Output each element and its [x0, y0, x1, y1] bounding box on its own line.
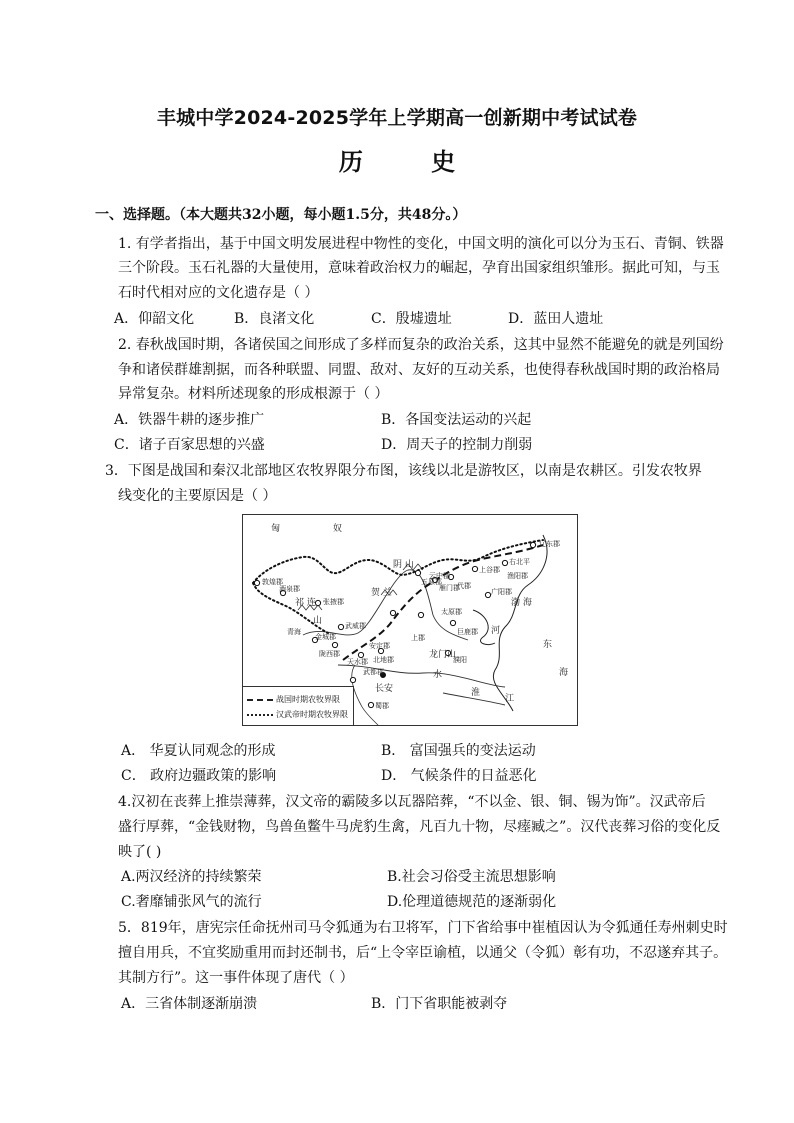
q4-option-d: D.伦理道德规范的逐渐弱化 [387, 894, 557, 910]
q2-option-c: C．诸子百家思想的兴盛 [114, 437, 265, 453]
q3-option-b: B． 富国强兵的变法运动 [381, 743, 536, 759]
map-label-qilian: 祁 连 [295, 598, 316, 608]
map-label-taiyuan: 太原郡 [441, 608, 462, 616]
q2-option-d: D．周天子的控制力削弱 [381, 437, 533, 453]
q3-option-a: A． 华夏认同观念的形成 [121, 743, 276, 759]
map-label-jincheng: 金城郡 [315, 633, 336, 641]
map-figure [242, 514, 578, 726]
q3-line-2: 线变化的主要原因是（ ） [118, 488, 277, 504]
map-label-donghai: 东 [543, 640, 553, 650]
q5-line-1: 5．819年，唐宪宗任命抚州司马令狐通为右卫将军，门下省给事中崔植因认为令狐通任寿州刺史时 [118, 920, 728, 936]
map-label-tianshui: 天水郡 [347, 658, 368, 666]
legend-han-wudi [247, 709, 348, 720]
q1-line-1: 1. 有学者指出，基于中国文明发展进程中物性的变化，中国文明的演化可以分为玉石、青铜、铁器 [118, 236, 724, 252]
map-label-changan: 长安 [375, 684, 394, 694]
map-label-qinghai: 青海 [287, 628, 301, 636]
q1-option-d: D．蓝田人遗址 [508, 311, 604, 327]
map-label-beidi: 北地郡 [373, 656, 394, 664]
q4-line-3: 映了( ) [118, 844, 162, 860]
map-label-longxi: 陇西郡 [319, 650, 340, 658]
map-label-xiongnu-1: 匈 [271, 524, 281, 534]
legend-dashed-line-icon [247, 699, 273, 701]
q3-option-d: D． 气候条件的日益恶化 [381, 768, 537, 784]
map-label-shujun: 蜀郡 [375, 702, 389, 710]
map-label-qilian-2: 山 [313, 616, 323, 626]
q1-line-2: 三个阶段。玉石礼器的大量使用，意味着政治权力的崛起，孕育出国家组织雏形。据此可知，与玉 [118, 260, 720, 276]
map-label-yuyang: 渔阳郡 [507, 572, 528, 580]
map-label-yanmen: 雁门郡 [439, 584, 460, 592]
q4-option-c: C.奢靡铺张风气的流行 [121, 894, 262, 910]
q3-line-1: 3．下图是战国和秦汉北部地区农牧界限分布图，该线以北是游牧区，以南是农耕区。引发农牧界 [105, 463, 702, 479]
map-label-bohai: 渤 海 [511, 598, 532, 608]
q4-line-2: 盛行厚葬，“金钱财物，鸟兽鱼鳖牛马虎豹生禽，凡百九十物，尽瘗臧之”。汉代丧葬习俗的变化反 [118, 819, 721, 835]
section-heading: 一、选择题。（本大题共32小题，每小题1.5分，共48分。） [95, 207, 467, 223]
map-label-shui: 水 [433, 670, 443, 680]
map-label-he: 河 [491, 626, 501, 636]
map-label-xiongnu-2: 奴 [333, 524, 343, 534]
q5-option-b: B．门下省职能被剥夺 [371, 996, 508, 1012]
map-label-zhangye: 张掖郡 [323, 598, 344, 606]
map-label-daijun: 代郡 [457, 582, 471, 590]
q4-option-a: A.两汉经济的持续繁荣 [121, 869, 262, 885]
map-label-longmen: 龙门山 [429, 650, 457, 660]
q4-option-b: B.社会习俗受主流思想影响 [387, 869, 556, 885]
map-label-shangjun: 上郡 [411, 634, 425, 642]
legend-dotted-line-icon [247, 714, 273, 716]
map-label-hai: 海 [559, 668, 569, 678]
map-label-jiuquan: 酒泉郡 [279, 585, 300, 593]
exam-title: 丰城中学2024-2025学年上学期高一创新期中考试试卷 [156, 107, 638, 129]
q4-line-1: 4.汉初在丧葬上推崇薄葬，汉文帝的霸陵多以瓦器陪葬，“不以金、银、铜、锡为饰”。汉武帝后 [118, 794, 706, 810]
map-label-youbeiping: 右北平 [509, 558, 530, 566]
map-label-liaodong: 辽东郡 [539, 540, 560, 548]
map-label-anding: 安定郡 [369, 642, 390, 650]
q1-option-c: C．殷墟遗址 [371, 311, 452, 327]
legend-warring-states [247, 694, 340, 705]
map-label-jiang: 江 [505, 694, 515, 704]
q2-line-3: 异常复杂。材料所述现象的形成根源于（ ） [118, 386, 389, 402]
map-label-guangyang: 广阳郡 [491, 588, 512, 596]
q5-line-2: 擅自用兵，不宜奖励重用而封还制书，后“上令宰臣谕植，以通父（令狐）彰有功，不忍遂弃其子。 [118, 945, 728, 961]
legend-warring-states-label: 战国时期农牧界限 [276, 695, 340, 704]
map-label-yinshan: 阴 山 [393, 560, 414, 570]
q2-line-2: 争和诸侯群雄割据，而各种联盟、同盟、敌对、友好的互动关系，也使得春秋战国时期的政治格局 [118, 362, 720, 378]
map-label-shanggu: 上谷郡 [479, 566, 500, 574]
map-label-huai: 淮 [471, 688, 481, 698]
q3-option-c: C． 政府边疆政策的影响 [121, 768, 277, 784]
q1-line-3: 石时代相对应的文化遗存是（ ） [118, 285, 319, 301]
q2-option-a: A．铁器牛耕的逐步推广 [114, 412, 265, 428]
subject-title: 历 史 [338, 148, 486, 176]
map-label-dunhuang: 敦煌郡 [262, 578, 283, 586]
map-label-julu: 巨鹿郡 [457, 628, 478, 636]
map-label-puyang: 濮阳 [453, 656, 467, 664]
map-label-helan: 贺 兰 [371, 588, 392, 598]
map-label-wuwei: 武威郡 [345, 622, 366, 630]
map-label-yunzhong: 云中郡 [429, 572, 450, 580]
q5-line-3: 其制方行”。这一事件体现了唐代（ ） [118, 970, 354, 986]
q2-option-b: B．各国变法运动的兴起 [381, 412, 532, 428]
q1-option-a: A．仰韶文化 [114, 311, 195, 327]
map-legend [243, 686, 354, 725]
map-label-wuyuan: 五原郡 [421, 578, 442, 586]
q5-option-a: A．三省体制逐渐崩溃 [121, 996, 258, 1012]
legend-han-wudi-label: 汉武帝时期农牧界限 [276, 710, 348, 719]
map-label-wudu: 武都郡 [363, 668, 384, 676]
q2-line-1: 2. 春秋战国时期，各诸侯国之间形成了多样而复杂的政治关系，这其中显然不能避免的就是列国纷 [118, 337, 724, 353]
q1-option-b: B．良渚文化 [234, 311, 315, 327]
